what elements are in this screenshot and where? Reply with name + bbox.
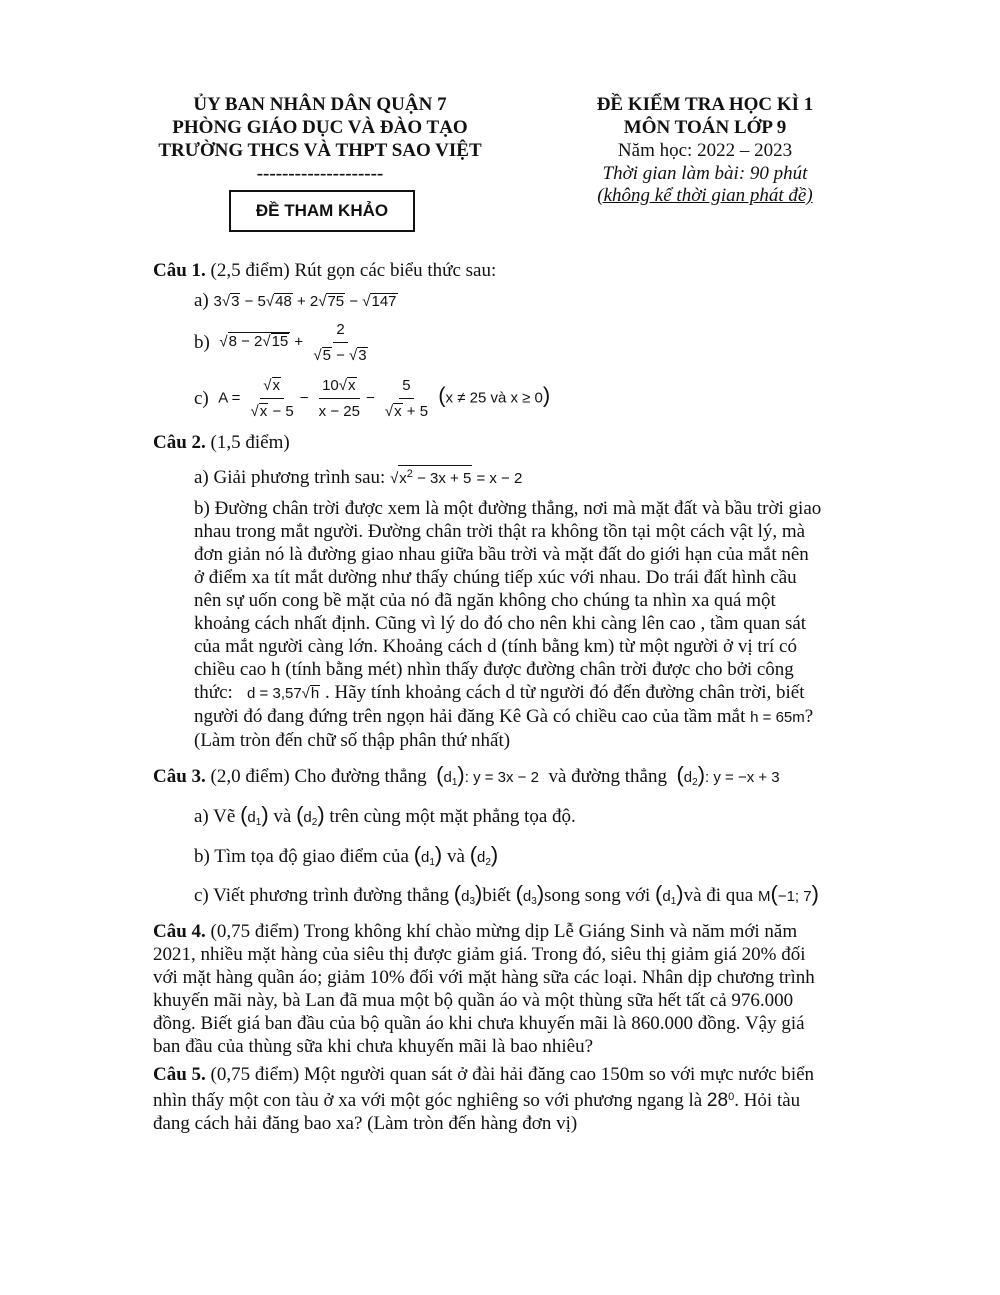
question-1b-label: b)	[194, 331, 210, 353]
point-m: M(−1; 7)	[758, 881, 819, 906]
q3c-song: song song với	[544, 885, 651, 906]
question-4-title: Câu 4.	[153, 921, 206, 942]
question-2a-equation: $√x^2 - 3x + 5 = x - 2$	[390, 470, 522, 487]
q2b-line: của mắt người càng lớn. Khoảng cách d (tính bằng km) từ một người ở vị trí có	[194, 636, 797, 657]
question-2a-text: a) Giải phương trình sau:	[194, 467, 386, 488]
lighthouse-height: h = 65m	[750, 709, 805, 726]
question-1-title: Câu 1.	[153, 260, 206, 281]
q2b-line-10	[194, 705, 874, 729]
q2b-formula-suffix: . Hãy tính khoảng cách d từ người đó đến đường chân trời, biết	[325, 682, 805, 703]
question-4-paragraph	[153, 920, 873, 1058]
d2-ref: $(d_2)$	[296, 802, 325, 828]
q2b-line-10-text: người đó đang đứng trên ngọn hải đăng Kê Gà có chiều cao của tầm mắt	[194, 706, 746, 727]
q2b-line: nhau trong mắt người. Đường chân trời thật ra không tồn tại một cách vật lý, mà	[194, 521, 806, 542]
q3c-biet: biết	[482, 885, 511, 906]
q3b-and: và	[447, 846, 465, 867]
q2b-line: ở điểm xa tít mắt dường như thấy chúng tiếp xúc với nhau. Do trái đất hình cầu	[194, 567, 797, 588]
question-2-heading	[153, 431, 290, 454]
question-1-points: (2,5 điểm) Rút gọn các biểu thức sau:	[210, 260, 497, 281]
q4-line: đồng. Biết giá ban đầu của bộ quần áo khi chưa khuyến mãi là 860.000 đồng. Vậy giá	[153, 1013, 805, 1034]
question-3c	[194, 882, 819, 913]
q4-line-text: (0,75 điểm) Trong không khí chào mừng dịp Lễ Giáng Sinh và năm mới năm	[210, 921, 798, 942]
q3c-di: và đi qua	[683, 885, 754, 906]
q2b-formula-line	[194, 681, 874, 705]
question-5-title: Câu 5.	[153, 1064, 206, 1085]
reference-exam-badge: ĐỀ THAM KHẢO	[229, 190, 415, 232]
subject-title: MÔN TOÁN LỚP 9	[623, 117, 787, 138]
angle-value	[707, 1090, 734, 1111]
question-1c-label: c)	[194, 387, 209, 409]
d2-ref: $(d_2)$	[469, 842, 499, 868]
question-1b-expression: √8 − 2√15 + $\frac{2}{√5 - √3}$	[219, 318, 373, 367]
question-1a-label: a)	[194, 290, 209, 311]
q2b-line: chiều cao h (tính bằng mét) nhìn thấy được đường chân trời được cho bởi công	[194, 659, 794, 680]
q2b-line-10-end: ?	[804, 706, 814, 727]
question-3b	[194, 843, 498, 874]
q4-line: với mặt hàng quần áo; giảm 10% đối với mặt hàng sữa các loại. Nhân dịp chương trình	[153, 967, 815, 988]
q2b-line: khoảng cách nhất định. Cũng vì lý do đó cho nên khi càng lên cao , tầm quan sát	[194, 613, 807, 634]
q3a-suffix: trên cùng một mặt phẳng tọa độ.	[329, 806, 576, 827]
question-1c	[194, 375, 550, 421]
school-year: Năm học: 2022 – 2023	[617, 140, 793, 161]
question-3-points: (2,0 điểm) Cho đường thẳng	[210, 766, 427, 787]
q5-line-2-suffix: . Hỏi tàu	[734, 1090, 801, 1111]
q3a-and: và	[273, 806, 292, 827]
q4-line: ban đầu của thùng sữa khi chưa khuyến mãi là bao nhiêu?	[153, 1036, 594, 1057]
line-d1-equation: $(d_1)$: y = 3x − 2	[436, 762, 539, 788]
q3b-prefix: b) Tìm tọa độ giao điểm của	[194, 846, 409, 867]
q4-line: khuyến mãi này, bà Lan đã mua một bộ quần áo và một thùng sữa hết tất cả 976.000	[153, 990, 794, 1011]
q5-line	[153, 1086, 873, 1112]
d3-ref: $(d_3)$	[453, 881, 483, 907]
d3-ref: $(d_3)$	[515, 881, 545, 907]
header-divider: --------------------	[256, 163, 384, 184]
q4-line	[153, 920, 873, 943]
question-1c-expression: A = $\frac{√x}{√x - 5}$ − $\frac{10√x}{x - 25}$ − $\frac{5}{√x + 5}$ (x ≠ 25 và x ≥ 0)	[218, 374, 550, 423]
question-2b-paragraph	[194, 497, 874, 752]
q2b-line: b) Đường chân trời được xem là một đường thẳng, nơi mà mặt đất và bầu trời giao	[194, 498, 822, 519]
question-3-and: và đường thẳng	[548, 766, 667, 787]
authority-name: ỦY BAN NHÂN DÂN QUẬN 7	[193, 94, 447, 115]
d1-ref: $(d_1)$	[240, 802, 269, 828]
d1-ref: $(d_1)$	[413, 842, 443, 868]
q4-line: 2021, nhiều mặt hàng của siêu thị được giảm giá. Trong đó, siêu thị giảm giá 20% đối	[153, 944, 806, 965]
q2b-line-11: (Làm tròn đến chữ số thập phân thứ nhất)	[194, 730, 511, 751]
angle-number: 28	[706, 1090, 729, 1111]
question-2a	[194, 465, 522, 490]
q2b-line: đơn giản nó là đường giao nhau giữa bầu trời và mặt đất do giới hạn của mắt nên	[194, 544, 809, 565]
question-3-heading	[153, 763, 780, 794]
question-2-points: (1,5 điểm)	[210, 432, 290, 453]
q2b-line: nên sự uốn cong bề mặt của nó đã ngăn không cho chúng ta nhìn xa quá một	[194, 590, 776, 611]
q5-line: đang cách hải đăng bao xa? (Làm tròn đến hàng đơn vị)	[153, 1113, 578, 1134]
question-2-title: Câu 2.	[153, 432, 206, 453]
horizon-formula: d = 3,57√h	[247, 685, 320, 702]
q3c-prefix: c) Viết phương trình đường thẳng	[194, 885, 450, 906]
q5-line	[153, 1063, 873, 1086]
department-name: PHÒNG GIÁO DỤC VÀ ĐÀO TẠO	[172, 117, 468, 138]
q3a-prefix: a) Vẽ	[194, 806, 236, 827]
q5-line-1: (0,75 điểm) Một người quan sát ở đài hải đăng cao 150m so với mực nước biển	[210, 1064, 815, 1085]
exam-title: ĐỀ KIỂM TRA HỌC KÌ 1	[596, 94, 814, 115]
question-3a	[194, 803, 576, 834]
school-name: TRƯỜNG THCS VÀ THPT SAO VIỆT	[158, 140, 482, 161]
time-limit: Thời gian làm bài: 90 phút	[602, 163, 808, 184]
d1-ref: $(d_1)$	[655, 881, 684, 907]
q5-line-2-prefix: nhìn thấy một con tàu ở xa với một góc nghiêng so với phương ngang là	[153, 1090, 703, 1111]
question-5-paragraph	[153, 1063, 873, 1135]
angle-degree: 0	[728, 1091, 735, 1103]
question-3-title: Câu 3.	[153, 766, 206, 787]
time-note: (không kể thời gian phát đề)	[597, 185, 813, 206]
question-1a-expression: 3√3 − 5√48 + 2√75 − √147	[213, 293, 397, 310]
q2b-formula-prefix: thức:	[194, 682, 233, 703]
question-1a	[194, 289, 398, 313]
line-d2-equation: $(d_2)$: y = −x + 3	[676, 762, 780, 788]
question-1b	[194, 320, 374, 364]
question-1-heading	[153, 259, 496, 282]
